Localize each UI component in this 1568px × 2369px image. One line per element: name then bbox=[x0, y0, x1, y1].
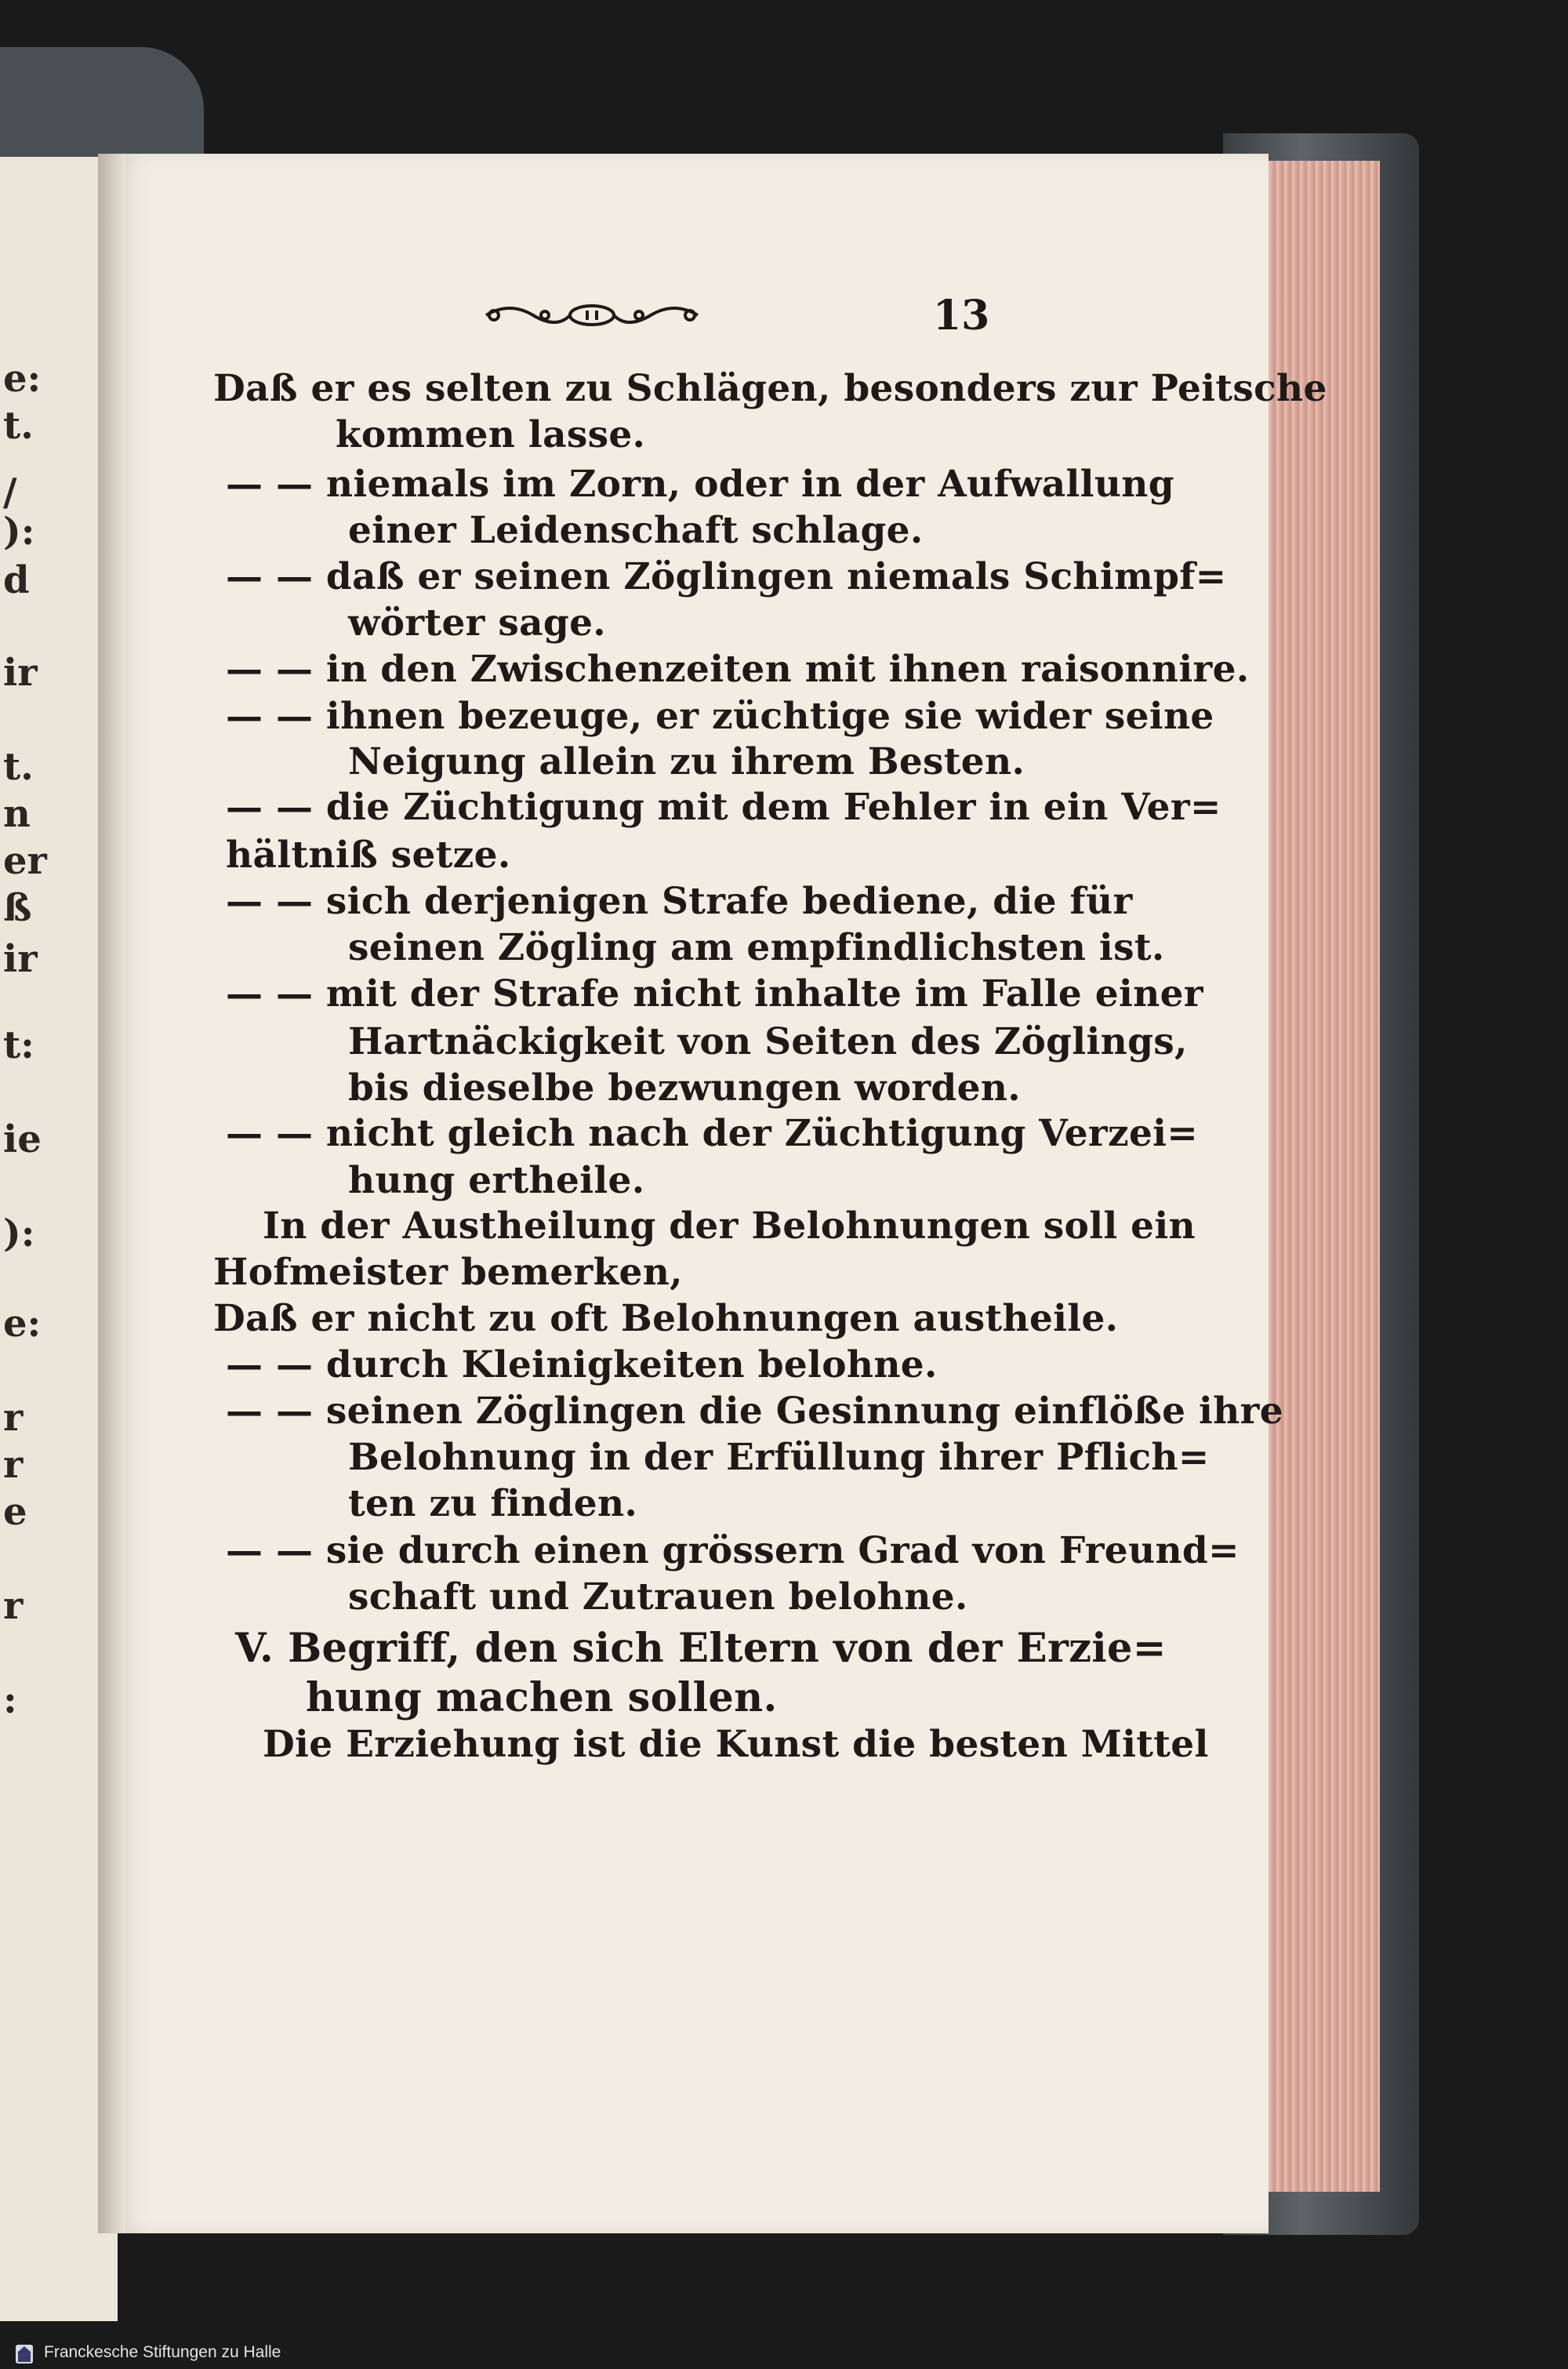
text-line: — — daß er seinen Zöglingen niemals Schimpf= bbox=[226, 555, 1227, 598]
text-line: bis dieselbe bezwungen worden. bbox=[348, 1066, 1021, 1110]
text-line: Die Erziehung ist die Kunst die besten Mittel bbox=[263, 1723, 1209, 1766]
text-line: — — die Züchtigung mit dem Fehler in ein Ver= bbox=[226, 786, 1221, 829]
text-line: In der Austheilung der Belohnungen soll ein bbox=[263, 1204, 1196, 1248]
text-line: — — sich derjenigen Strafe bediene, die für bbox=[226, 880, 1133, 923]
margin-fragment: ie bbox=[3, 1117, 42, 1161]
margin-fragment: t. bbox=[3, 745, 34, 789]
margin-fragment: n bbox=[3, 792, 31, 836]
margin-fragment: e: bbox=[3, 357, 42, 401]
text-line: — — ihnen bezeuge, er züchtige sie wider seine bbox=[226, 695, 1214, 738]
text-line: Neigung allein zu ihrem Besten. bbox=[348, 740, 1025, 783]
text-line: — — in den Zwischenzeiten mit ihnen raisonnire. bbox=[226, 648, 1250, 691]
text-line: hung ertheile. bbox=[348, 1159, 645, 1202]
franckesche-stiftungen-logo-icon bbox=[16, 2345, 33, 2364]
text-line: — — sie durch einen grössern Grad von Freund= bbox=[226, 1529, 1240, 1572]
text-line: — — durch Kleinigkeiten belohne. bbox=[226, 1343, 938, 1386]
text-line: seinen Zögling am empfindlichsten ist. bbox=[348, 926, 1165, 969]
margin-fragment: t: bbox=[3, 1023, 34, 1067]
margin-fragment: : bbox=[3, 1678, 17, 1722]
text-line: wörter sage. bbox=[348, 601, 606, 645]
book-gutter bbox=[98, 154, 125, 2233]
margin-fragment: r bbox=[3, 1584, 24, 1628]
margin-fragment: er bbox=[3, 839, 47, 883]
text-line: Hofmeister bemerken, bbox=[213, 1251, 683, 1294]
margin-fragment: r bbox=[3, 1396, 24, 1440]
book-cover-top bbox=[0, 47, 204, 157]
decorative-header-ornament-icon bbox=[478, 298, 706, 332]
margin-fragment: e: bbox=[3, 1302, 42, 1346]
text-line: hältniß setze. bbox=[226, 834, 511, 877]
text-line: — — niemals im Zorn, oder in der Aufwallung bbox=[226, 463, 1174, 506]
footer-credit: Franckesche Stiftungen zu Halle bbox=[44, 2343, 281, 2361]
text-line: Daß er es selten zu Schlägen, besonders zur Peitsche bbox=[213, 367, 1327, 410]
margin-fragment: / bbox=[3, 471, 17, 514]
text-line: schaft und Zutrauen belohne. bbox=[348, 1575, 968, 1619]
margin-fragment: r bbox=[3, 1443, 24, 1487]
margin-fragment: t. bbox=[3, 404, 34, 448]
text-line: Daß er nicht zu oft Belohnungen austheile. bbox=[213, 1297, 1119, 1340]
text-line: Hartnäckigkeit von Seiten des Zöglings, bbox=[348, 1020, 1188, 1063]
margin-fragment: ir bbox=[3, 651, 38, 695]
text-line: — — seinen Zöglingen die Gesinnung einflöße ihre bbox=[226, 1390, 1283, 1433]
margin-fragment: ): bbox=[3, 510, 35, 554]
text-line: einer Leidenschaft schlage. bbox=[348, 509, 924, 552]
page-number: 13 bbox=[933, 292, 990, 340]
margin-fragment: ß bbox=[3, 886, 32, 930]
margin-fragment: ): bbox=[3, 1212, 35, 1255]
section-heading-line: hung machen sollen. bbox=[306, 1674, 778, 1721]
text-line: — — nicht gleich nach der Züchtigung Verzei= bbox=[226, 1112, 1199, 1155]
margin-fragment: d bbox=[3, 558, 30, 602]
text-line: ten zu finden. bbox=[348, 1482, 638, 1525]
text-line: — — mit der Strafe nicht inhalte im Falle einer bbox=[226, 972, 1203, 1016]
text-line: Belohnung in der Erfüllung ihrer Pflich= bbox=[348, 1436, 1210, 1479]
text-line: kommen lasse. bbox=[336, 413, 646, 456]
section-heading-line: V. Begriff, den sich Eltern von der Erzie= bbox=[235, 1625, 1167, 1672]
margin-fragment: e bbox=[3, 1490, 27, 1534]
margin-fragment: ir bbox=[3, 937, 38, 981]
